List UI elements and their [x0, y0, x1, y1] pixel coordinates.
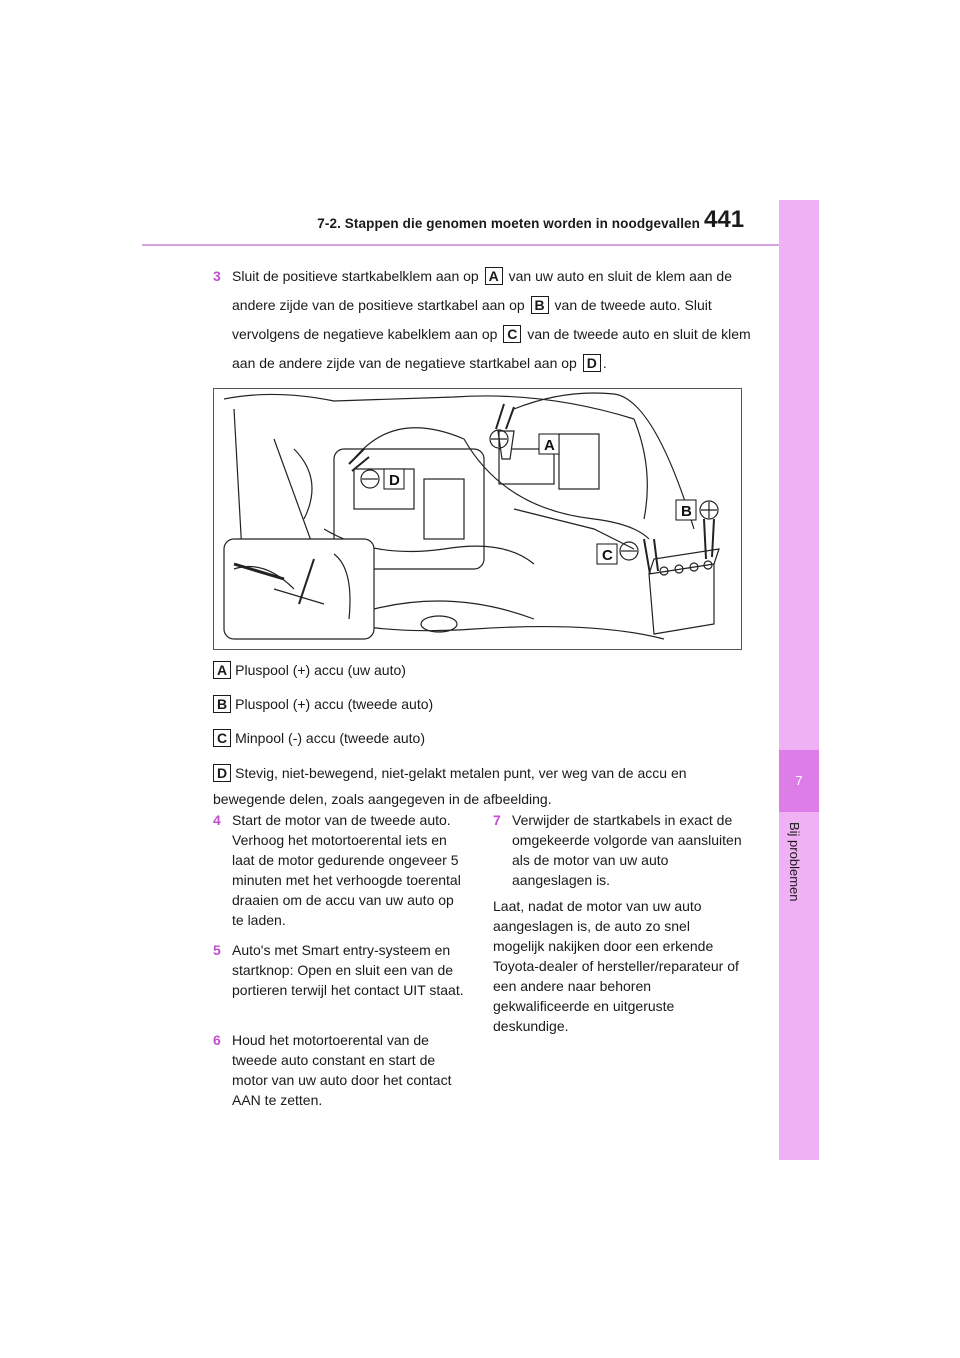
- step-3-part5: .: [602, 355, 607, 371]
- chapter-side-tab: [779, 200, 819, 1160]
- step-6-text: Houd het motortoerental van de tweede auto constant en start de motor van uw auto door het contact AAN te zetten.: [232, 1032, 452, 1108]
- callout-c: C: [602, 547, 613, 564]
- legend-c-text: Minpool (-) accu (tweede auto): [235, 730, 425, 746]
- step-number: 7: [493, 812, 501, 828]
- step-5: [213, 940, 468, 1000]
- section-title: 7-2. Stappen die genomen moeten worden in noodgevallen: [317, 216, 700, 231]
- legend-d-text: Stevig, niet-bewegend, niet-gelakt metalen punt, ver weg van de accu en bewegende delen, zoals aangegeven in de afbeelding.: [213, 765, 687, 807]
- legend-c: [213, 728, 425, 748]
- page-number: 441: [704, 206, 745, 233]
- step-number: 5: [213, 942, 221, 958]
- engine-bay-drawing: [214, 389, 741, 649]
- step-4: [213, 810, 468, 930]
- legend-tag-b: B: [213, 695, 231, 713]
- tag-a: A: [485, 267, 503, 285]
- tag-c: C: [503, 325, 521, 343]
- legend-a: [213, 660, 406, 680]
- legend-b: [213, 694, 433, 714]
- step-number: 3: [213, 268, 221, 284]
- step-6: [213, 1030, 468, 1110]
- step-7-text: Verwijder de startkabels in exact de omgekeerde volgorde van aansluiten als de motor van uw auto aangeslagen is.: [512, 812, 742, 888]
- step-3-part2: van uw auto en sluit de klem aan de andere zijde van de positieve startkabel aan op: [232, 268, 732, 313]
- step-4-text: Start de motor van de tweede auto. Verhoog het motortoerental iets en laat de motor gedurende ongeveer 5 minuten met het verhoogde toerental draaien om de accu van uw auto op te laden.: [232, 812, 461, 928]
- tag-b: B: [531, 296, 549, 314]
- step-7: [493, 810, 748, 890]
- step-3: [213, 262, 753, 378]
- callout-d: D: [389, 472, 400, 489]
- legend-a-text: Pluspool (+) accu (uw auto): [235, 662, 406, 678]
- legend-tag-d: D: [213, 764, 231, 782]
- step-3-part3: van de tweede auto. Sluit vervolgens de negatieve kabelklem aan op: [232, 297, 712, 342]
- step-3-text: [232, 262, 753, 378]
- tag-d: D: [583, 354, 601, 372]
- step-number: 4: [213, 812, 221, 828]
- step-5-text: Auto's met Smart entry-systeem en startknop: Open en sluit een van de portieren terwijl het contact UIT staat.: [232, 942, 464, 998]
- legend-b-text: Pluspool (+) accu (tweede auto): [235, 696, 434, 712]
- step-3-part4: van de tweede auto en sluit de klem aan de andere zijde van de negatieve startkabel aan op: [232, 326, 751, 371]
- legend-tag-a: A: [213, 661, 231, 679]
- step-number: 6: [213, 1032, 221, 1048]
- header-divider: [142, 244, 779, 246]
- callout-b: B: [681, 503, 692, 520]
- step-3-part1: Sluit de positieve startkabelklem aan op: [232, 268, 479, 284]
- jump-start-illustration: [213, 388, 742, 650]
- chapter-number-box: 7: [779, 750, 819, 812]
- legend-tag-c: C: [213, 729, 231, 747]
- callout-a: A: [544, 437, 555, 454]
- legend-d: [213, 760, 748, 812]
- chapter-label: Bij problemen: [787, 822, 802, 902]
- closing-paragraph: Laat, nadat de motor van uw auto aangeslagen is, de auto zo snel mogelijk nakijken door een erkende Toyota-dealer of hersteller/reparateur of een andere naar behoren gekwalificeerde en uitgeruste deskundige.: [493, 898, 739, 1034]
